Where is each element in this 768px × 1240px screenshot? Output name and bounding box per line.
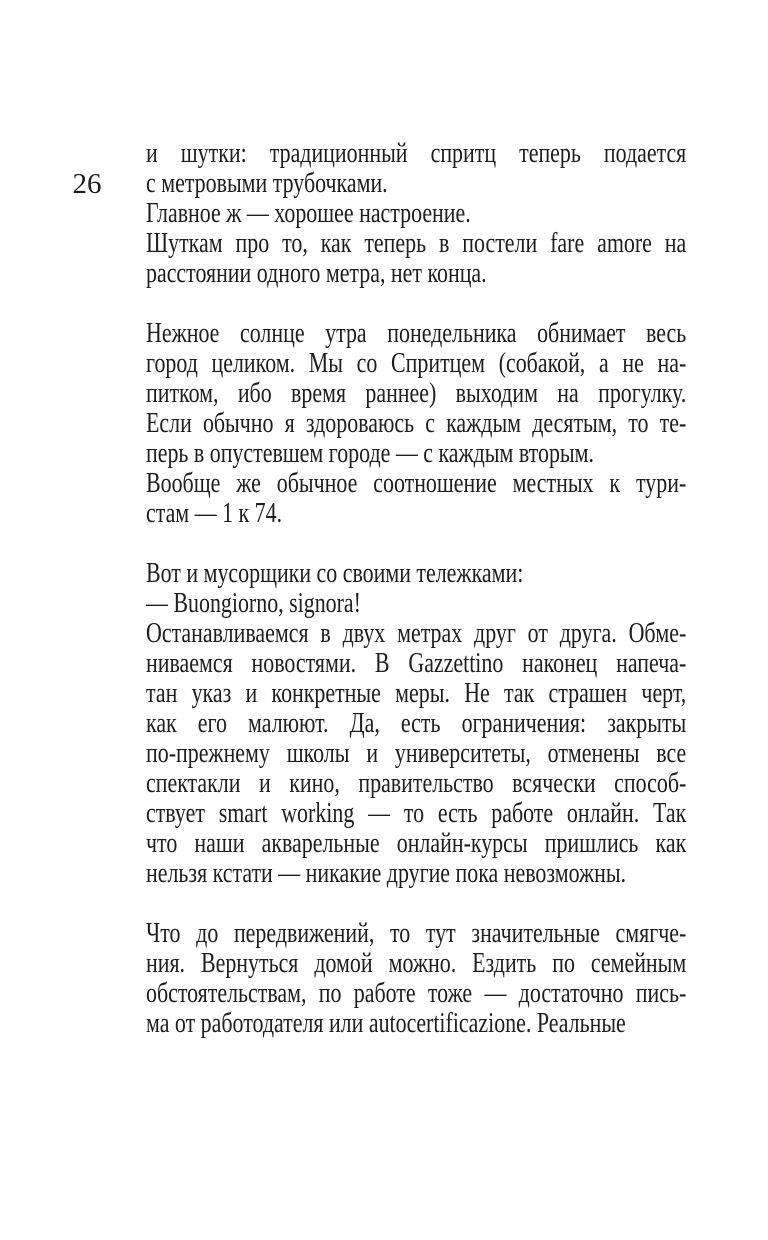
text-line: Если обычно я здороваюсь с каждым десятым, то те- [146,408,687,439]
paragraph-block [146,319,686,529]
paragraph [146,229,686,289]
text-line: перь в опустевшем городе — с каждым вторым. [146,438,594,469]
paragraph [146,139,686,199]
paragraph [146,559,686,589]
text-line: расстоянии одного метра, нет конца. [146,258,487,289]
text-line: тан указ и конкретные меры. Не так страшен черт, [146,678,687,709]
text-column [146,139,686,1039]
text-line: Вот и мусорщики со своими тележками: [146,558,524,589]
paragraph [146,199,686,229]
text-line: ния. Вернуться домой можно. Ездить по семейным [146,948,687,979]
paragraph [146,619,686,889]
text-line: стам — 1 к 74. [146,498,283,529]
text-line: Шуткам про то, как теперь в постели fare amore на [146,228,687,259]
text-line: город целиком. Мы со Спритцем (собакой, а не на- [146,348,687,379]
text-line: питком, ибо время раннее) выходим на прогулку. [146,378,687,409]
text-line: Главное ж — хорошее настроение. [146,198,471,229]
text-line: спектакли и кино, правительство всячески способ- [146,768,687,799]
text-line: с метровыми трубочками. [146,168,388,199]
text-line: нельзя кстати — никакие другие пока невозможны. [146,858,627,889]
text-line: как его малюют. Да, есть ограничения: закрыты [146,708,687,739]
paragraph [146,589,686,619]
page-number: 26 [72,168,102,200]
paragraph-block [146,139,686,289]
text-line: что наши акварельные онлайн-курсы пришлись как [146,828,687,859]
paragraph-block [146,559,686,889]
text-line: и шутки: традиционный спритц теперь подается [146,138,687,169]
text-line: Вообще же обычное соотношение местных к тури- [146,468,687,499]
text-line: — Buongiorno, signora! [146,588,361,619]
text-line: по-прежнему школы и университеты, отменены все [146,738,687,769]
text-line: ствует smart working — то есть работе онлайн. Так [146,798,687,829]
paragraph [146,469,686,529]
text-line: Нежное солнце утра понедельника обнимает весь [146,318,687,349]
text-line: обстоятельствам, по работе тоже — достаточно пись- [146,978,687,1009]
text-line: ниваемся новостями. В Gazzettino наконец напеча- [146,648,687,679]
text-line: ма от работодателя или autocertificazione. Реальные [146,1008,626,1039]
paragraph [146,919,686,1039]
text-line: Что до передвижений, то тут значительные смягче- [146,918,687,949]
text-line: Останавливаемся в двух метрах друг от друга. Обме- [146,618,687,649]
paragraph [146,319,686,469]
paragraph-block [146,919,686,1039]
